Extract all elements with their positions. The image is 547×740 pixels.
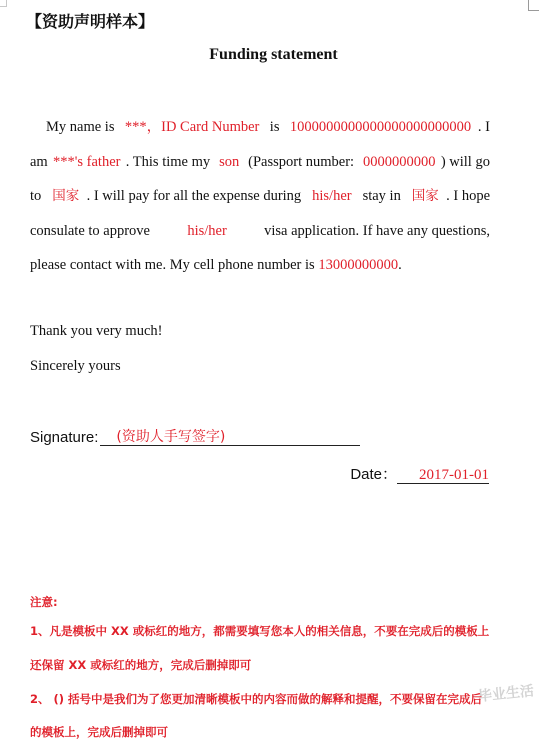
body-text: visa application. If have any questions, [260,222,490,239]
note-line-2: 还保留 XX 或标红的地方，完成后删掉即可 [30,658,252,672]
highlighted-field-text: ***，ID Card Number [124,119,260,135]
page-corner-mark-left [0,0,7,7]
statement-body [30,110,490,283]
highlighted-field-text: 国家 [52,188,80,205]
thanks-line: Thank you very much! [30,323,163,339]
date-field [397,464,489,484]
highlighted-field-text: his/her [312,188,352,205]
document-title: Funding statement [209,46,338,63]
body-text: My name is [46,119,119,135]
signature-row [30,426,360,446]
body-text: consulate to approve [30,222,154,239]
body-text: . I will pay for all the expense during [86,188,305,205]
date-value: 2017-01-01 [419,467,489,483]
highlighted-field-text: son [219,153,240,170]
body-line [30,179,490,214]
body-text: to [30,188,45,205]
body-text: am [30,153,48,170]
note-line-3: 2、 () 括号中是我们为了您更加清晰模板中的内容而做的解释和提醒，不要保留在完成后 [30,692,483,706]
highlighted-field-text: 国家 [411,188,439,205]
signature-field [100,426,360,446]
body-text: . I [477,119,490,135]
signature-placeholder: (资助人手写签字) [116,429,226,445]
highlighted-field-text: 13000000000 [318,257,399,274]
highlighted-field-text: ***'s father [53,153,121,170]
document-heading: 【资助声明样本】 [26,12,155,31]
note-line-4: 的模板上，完成后删掉即可 [30,725,168,739]
notes-title: 注意: [30,595,58,609]
body-text: ) will go [440,153,490,170]
body-line [30,214,490,249]
watermark-text: 毕业生活 [477,683,535,705]
body-line [30,110,490,145]
body-text: please contact with me. My cell phone number is [30,257,319,274]
body-text: stay in [358,188,405,205]
body-line [30,248,490,283]
closing-line: Sincerely yours [30,358,121,374]
body-text: . [398,257,402,274]
highlighted-field-text: 0000000000 [363,153,436,170]
highlighted-field-text: 1000000000000000000000000 [289,119,472,135]
signature-label: Signature: [30,429,99,446]
date-label: Date： [350,466,397,483]
page-corner-mark-right [528,0,539,11]
watermark-logo [477,683,536,723]
body-line [30,145,490,180]
body-text: . I hope [446,188,490,205]
note-line-1: 1、凡是模板中 XX 或标红的地方，都需要填写您本人的相关信息，不要在完成后的模板上 [30,624,490,638]
body-text: . This time my [125,153,214,170]
body-text: is [266,119,284,135]
body-text: (Passport number: [244,153,358,170]
highlighted-field-text: his/her [187,222,227,239]
date-row [350,463,489,484]
